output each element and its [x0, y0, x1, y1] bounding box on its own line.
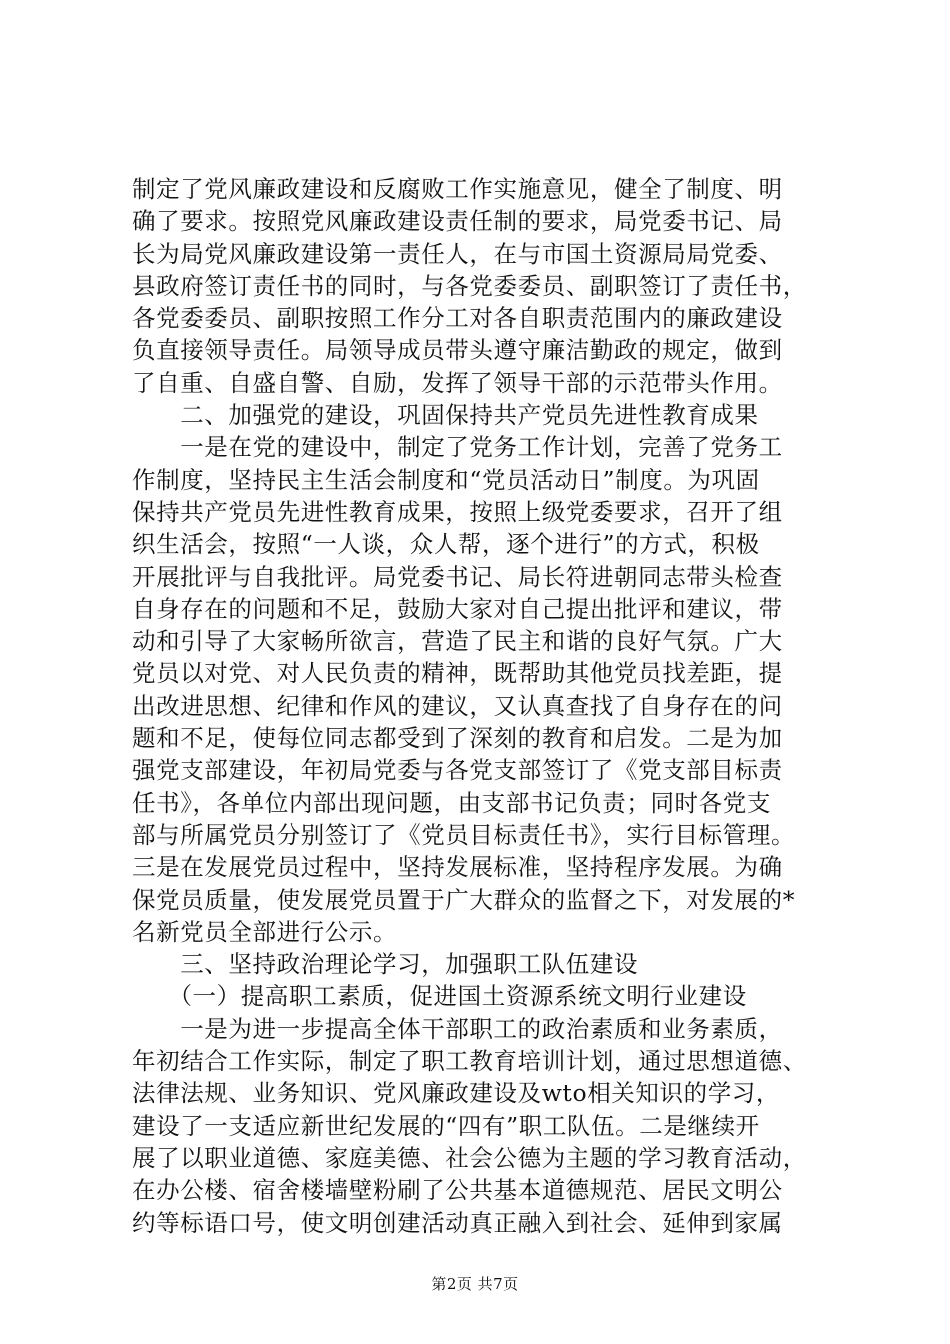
text-line: 展了以职业道德、家庭美德、社会公德为主题的学习教育活动， — [132, 1143, 807, 1172]
text-line: 题和不足，使每位同志都受到了深刻的教育和启发。二是为加 — [132, 724, 783, 753]
text-line: 年初结合工作实际，制定了职工教育培训计划，通过思想道德、 — [132, 1047, 807, 1076]
text-line: 任书》，各单位内部出现问题，由支部书记负责；同时各党支 — [132, 788, 771, 817]
text-line: 织生活会，按照“一人谈，众人帮，逐个进行”的方式，积极 — [132, 530, 760, 559]
text-line: 开展批评与自我批评。局党委书记、局长符进朝同志带头检查 — [132, 562, 783, 591]
text-line: 出改进思想、纪律和作风的建议，又认真查找了自身存在的问 — [132, 691, 783, 720]
text-line: 党员以对党、对人民负责的精神，既帮助其他党员找差距，提 — [132, 659, 783, 688]
text-line: 了自重、自盛自警、自励，发挥了领导干部的示范带头作用。 — [132, 368, 783, 397]
text-line: 部与所属党员分别签订了《党员目标责任书》，实行目标管理。 — [132, 820, 796, 849]
text-line: 保党员质量，使发展党员置于广大群众的监督之下，对发展的* — [132, 885, 796, 914]
text-line: 二、加强党的建设，巩固保持共产党员先进性教育成果 — [132, 401, 759, 430]
text-line: 约等标语口号，使文明创建活动真正融入到社会、延伸到家属 — [132, 1208, 783, 1237]
text-line: 法律法规、业务知识、党风廉政建设及wto相关知识的学习， — [132, 1079, 781, 1108]
text-line: 三、坚持政治理论学习，加强职工队伍建设 — [132, 950, 639, 979]
page-footer: 第2页 共7页 — [431, 1275, 519, 1293]
text-line: 负直接领导责任。局领导成员带头遵守廉洁勤政的规定，做到 — [132, 336, 783, 365]
text-line: 自身存在的问题和不足，鼓励大家对自己提出批评和建议，带 — [132, 594, 783, 623]
text-line: 制定了党风廉政建设和反腐败工作实施意见，健全了制度、明 — [132, 175, 783, 203]
text-line: 长为局党风廉政建设第一责任人，在与市国土资源局局党委、 — [132, 239, 783, 268]
text-line: 一是为进一步提高全体干部职工的政治素质和业务素质， — [132, 1014, 783, 1043]
text-line: 保持共产党员先进性教育成果，按照上级党委要求，召开了组 — [132, 497, 783, 526]
body-text — [132, 173, 852, 1239]
text-line: 名新党员全部进行公示。 — [132, 917, 398, 946]
text-line: 动和引导了大家畅所欲言，营造了民主和谐的良好气氛。广大 — [132, 627, 783, 656]
text-line: 一是在党的建设中，制定了党务工作计划，完善了党务工 — [132, 433, 783, 462]
text-line: 建设了一支适应新世纪发展的“四有”职工队伍。二是继续开 — [132, 1111, 760, 1140]
text-line: （一）提高职工素质，促进国土资源系统文明行业建设 — [132, 982, 747, 1011]
text-line: 各党委委员、副职按照工作分工对各自职责范围内的廉政建设 — [132, 304, 783, 333]
text-line: 县政府签订责任书的同时，与各党委委员、副职签订了责任书， — [132, 271, 807, 300]
text-line: 在办公楼、宿舍楼墙壁粉刷了公共基本道德规范、居民文明公 — [132, 1176, 783, 1205]
text-line: 强党支部建设，年初局党委与各党支部签订了《党支部目标责 — [132, 756, 783, 785]
text-line: 确了要求。按照党风廉政建设责任制的要求，局党委书记、局 — [132, 207, 783, 236]
text-line: 三是在发展党员过程中，坚持发展标准，坚持程序发展。为确 — [132, 853, 783, 882]
text-line: 作制度，坚持民主生活会制度和“党员活动日”制度。为巩固 — [132, 465, 760, 494]
